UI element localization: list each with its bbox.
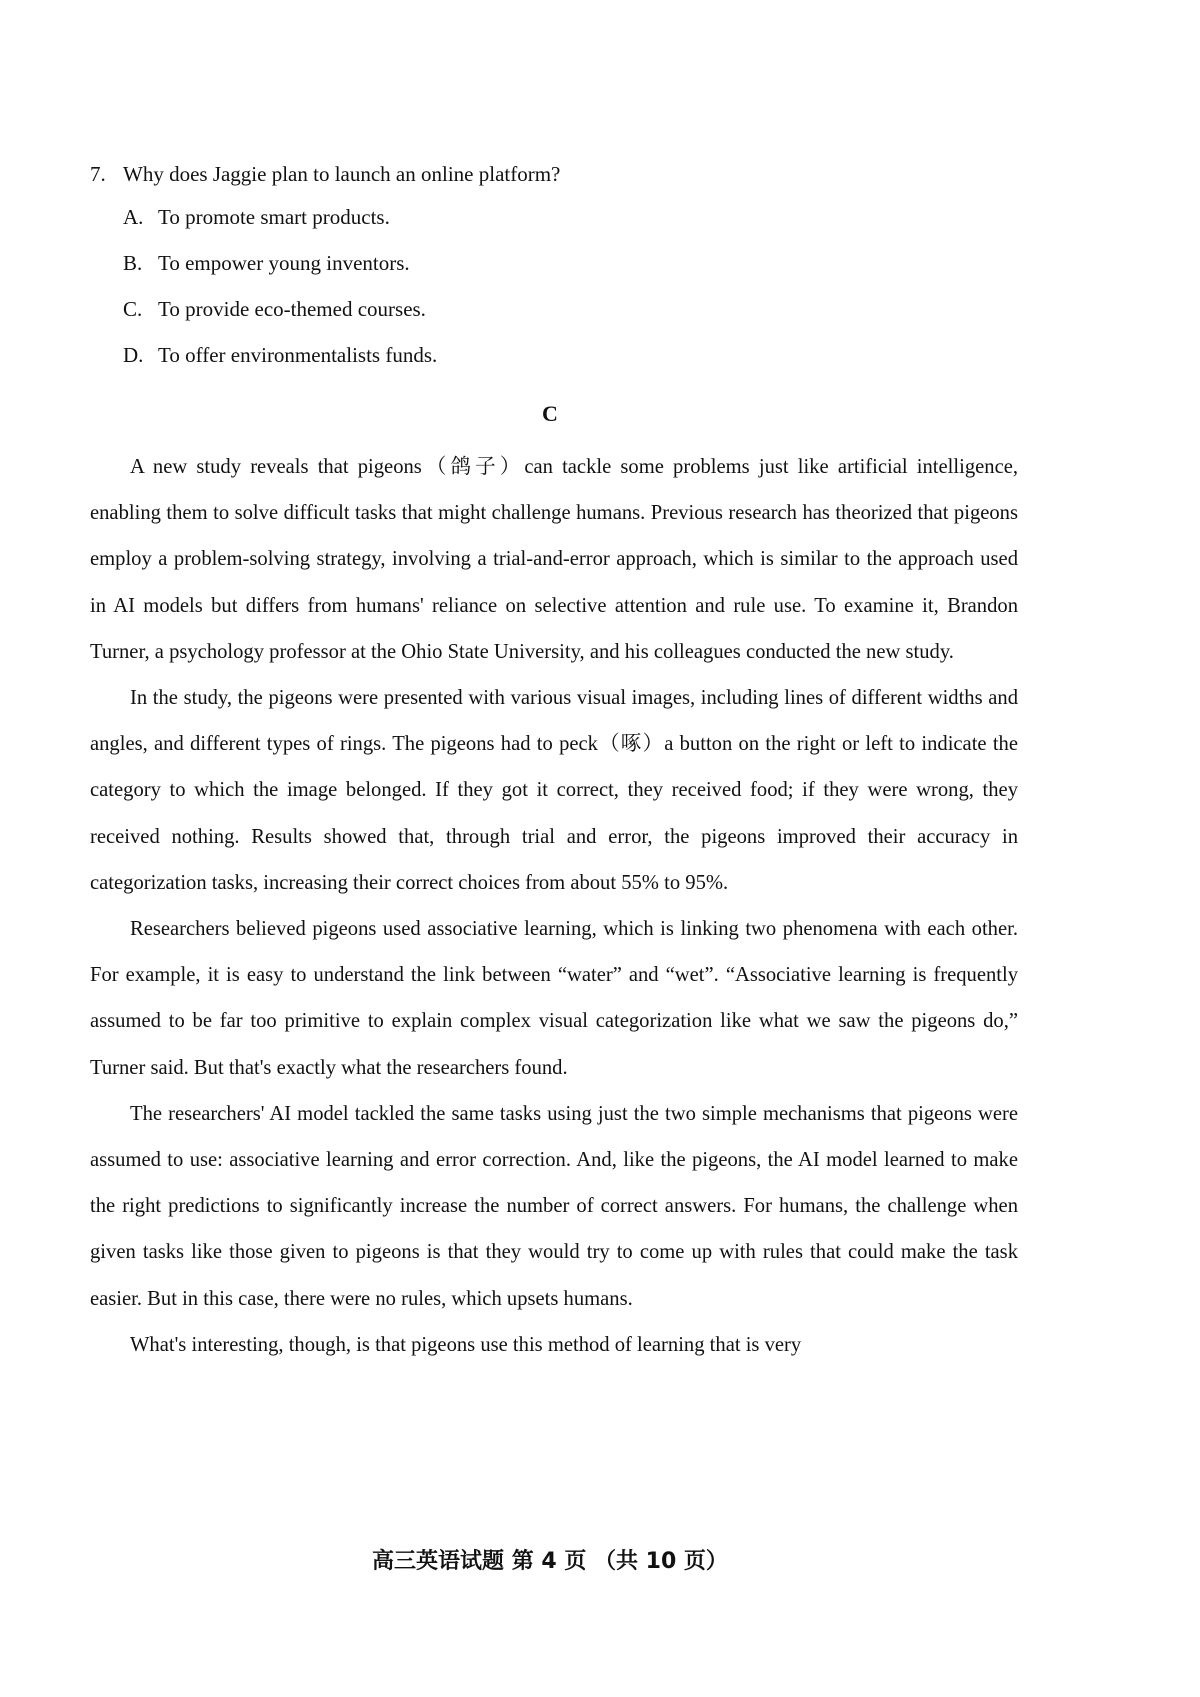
page-footer: 高三英语试题 第 4 页 （共 10 页） — [372, 1549, 728, 1574]
option-letter: D. — [123, 343, 144, 367]
question-stem — [90, 160, 1090, 188]
question-text: Why does Jaggie plan to launch an online platform? — [123, 162, 561, 186]
paragraph-1: A new study reveals that pigeons（鸽子）can tackle some problems just like artificial intelligence, enabling them to solve difficult tasks that might challenge humans. Previous research has theorized that pigeons employ a problem-solving strategy, involving a trial-and-error approach, which is similar to the approach used in AI models but differs from humans' reliance on selective attention and rule use. To examine it, Brandon Turner, a psychology professor at the Ohio State University, and his colleagues conducted the new study. — [90, 456, 1018, 663]
paragraph-3: Researchers believed pigeons used associative learning, which is linking two phenomena with each other. For example, it is easy to understand the link between “water” and “wet”. “Associative learning is frequently assumed to be far too primitive to explain complex visual categorization like what we saw the pigeons do,” Turner said. But that's exactly what the researchers found. — [90, 918, 1018, 1079]
option-text: To provide eco-themed courses. — [158, 297, 426, 321]
option-letter: C. — [123, 297, 143, 321]
section-title: C — [542, 401, 558, 426]
paragraph-4: The researchers' AI model tackled the same tasks using just the two simple mechanisms that pigeons were assumed to use: associative learning and error correction. And, like the pigeons, the AI model learned to make the right predictions to significantly increase the number of correct answers. For humans, the challenge when given tasks like those given to pigeons is that they would try to come up with rules that could make the task easier. But in this case, there were no rules, which upsets humans. — [90, 1102, 1018, 1310]
paragraph-2: In the study, the pigeons were presented with various visual images, including lines of different widths and angles, and different types of rings. The pigeons had to peck（啄）a button on the right or left to indicate the category to which the image belonged. If they got it correct, they received food; if they were wrong, they received nothing. Results showed that, through trial and error, the pigeons improved their accuracy in categorization tasks, increasing their correct choices from about 55% to 95%. — [90, 687, 1018, 894]
answer-options — [90, 203, 1090, 369]
option-text: To promote smart products. — [158, 205, 390, 229]
option-b — [123, 249, 1090, 277]
option-d — [123, 341, 1090, 369]
option-text: To offer environmentalists funds. — [158, 343, 438, 367]
option-letter: A. — [123, 205, 144, 229]
option-letter: B. — [123, 251, 143, 275]
reading-passage — [90, 444, 1018, 1368]
option-c — [123, 295, 1090, 323]
question-7 — [90, 160, 1090, 387]
paragraph-5: What's interesting, though, is that pigeons use this method of learning that is very — [130, 1333, 802, 1356]
option-a — [123, 203, 1090, 231]
question-number: 7. — [90, 162, 106, 186]
option-text: To empower young inventors. — [158, 251, 410, 275]
